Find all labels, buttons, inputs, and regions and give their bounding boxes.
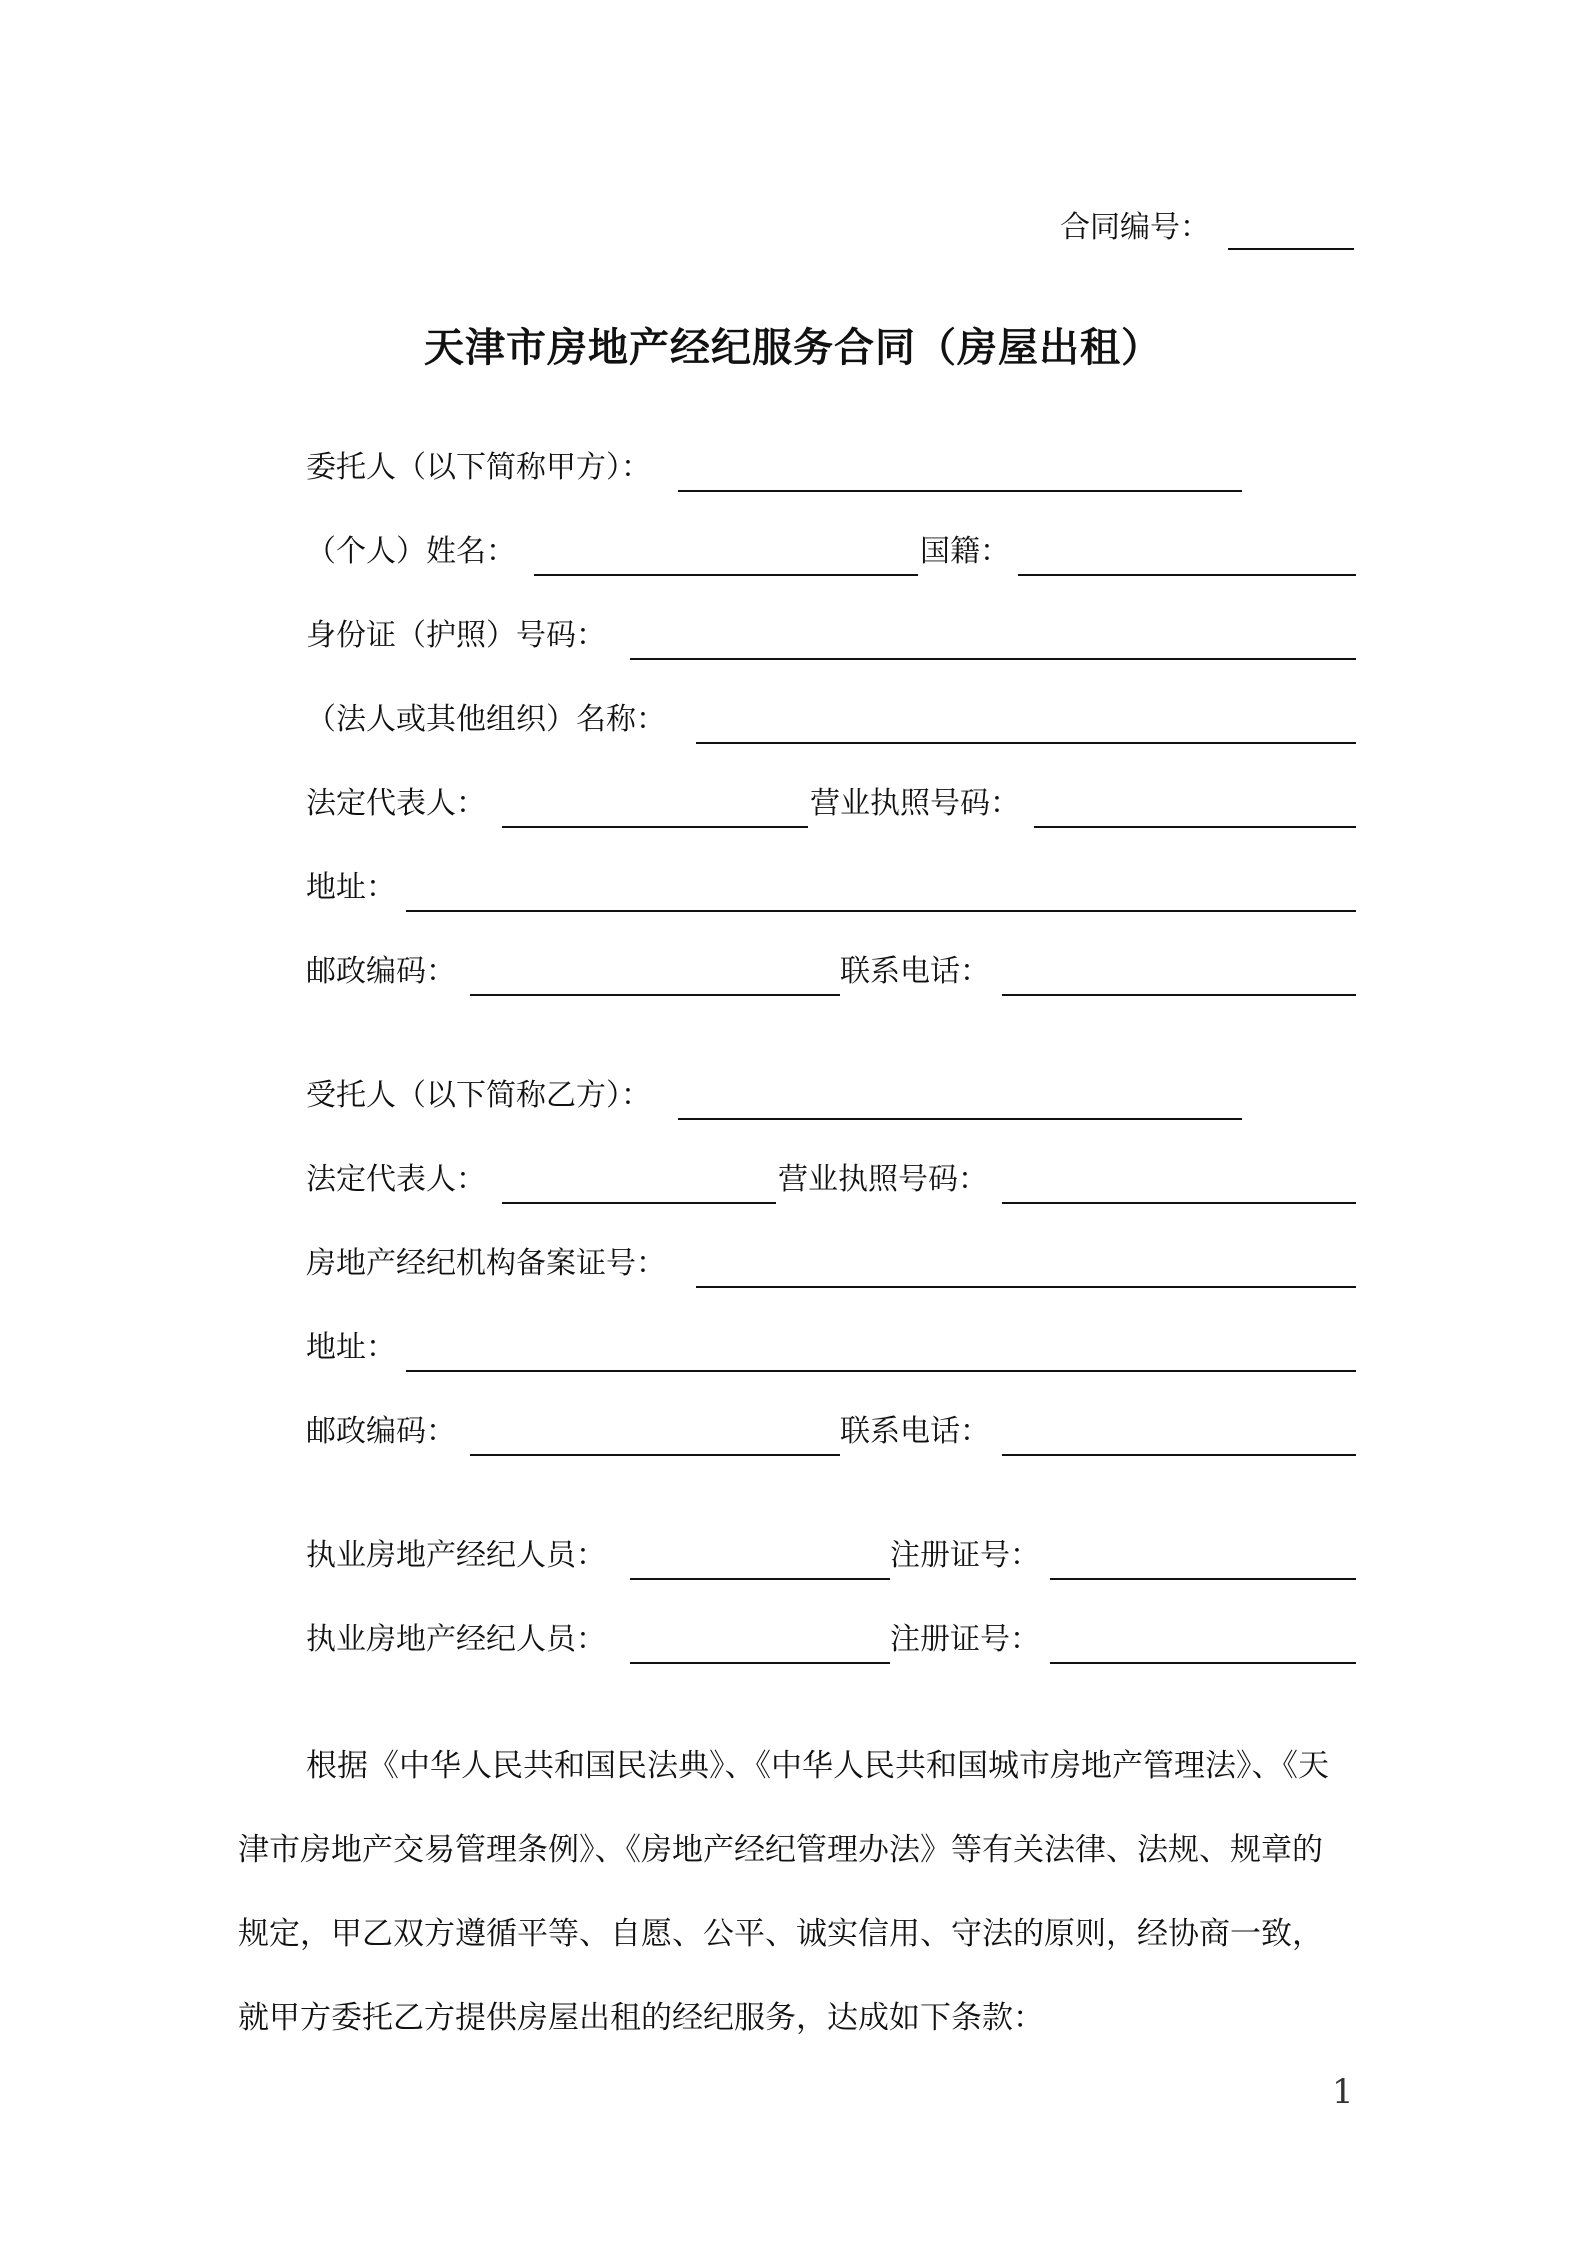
party-a-postcode-label: 邮政编码： bbox=[306, 954, 456, 989]
party-b-filing-label: 房地产经纪机构备案证号： bbox=[306, 1246, 666, 1281]
party-a-org-field[interactable] bbox=[696, 742, 1356, 744]
party-b-phone-label: 联系电话： bbox=[840, 1414, 990, 1449]
preamble-line: 规定，甲乙双方遵循平等、自愿、公平、诚实信用、守法的原则，经协商一致， bbox=[238, 1916, 1323, 1952]
party-b-heading: 受托人（以下简称乙方）： bbox=[306, 1078, 651, 1113]
agent-label: 执业房地产经纪人员： bbox=[306, 1622, 606, 1657]
party-b-legal-rep-field[interactable] bbox=[502, 1202, 776, 1204]
preamble-line: 根据《中华人民共和国民法典》、《中华人民共和国城市房地产管理法》、《天 bbox=[306, 1748, 1329, 1784]
registration-field[interactable] bbox=[1050, 1662, 1356, 1664]
party-a-name-label: （个人）姓名： bbox=[306, 534, 516, 569]
registration-label: 注册证号： bbox=[890, 1622, 1040, 1657]
preamble-line: 津市房地产交易管理条例》、《房地产经纪管理办法》等有关法律、法规、规章的 bbox=[238, 1832, 1323, 1868]
party-b-address-field[interactable] bbox=[406, 1370, 1356, 1372]
party-a-license-label: 营业执照号码： bbox=[810, 786, 1020, 821]
contract-number-field[interactable] bbox=[1228, 248, 1354, 250]
agent-field[interactable] bbox=[630, 1662, 890, 1664]
party-a-id-label: 身份证（护照）号码： bbox=[306, 618, 606, 653]
party-a-id-field[interactable] bbox=[630, 658, 1356, 660]
party-b-postcode-field[interactable] bbox=[470, 1454, 840, 1456]
party-a-address-label: 地址： bbox=[306, 870, 396, 905]
party-a-nationality-field[interactable] bbox=[1018, 574, 1356, 576]
preamble-line: 就甲方委托乙方提供房屋出租的经纪服务，达成如下条款： bbox=[238, 2000, 1044, 2036]
party-a-postcode-field[interactable] bbox=[470, 994, 840, 996]
party-a-heading: 委托人（以下简称甲方）： bbox=[306, 450, 651, 485]
party-a-phone-label: 联系电话： bbox=[840, 954, 990, 989]
party-b-filing-field[interactable] bbox=[696, 1286, 1356, 1288]
party-a-nationality-label: 国籍： bbox=[920, 534, 1010, 569]
party-b-address-label: 地址： bbox=[306, 1330, 396, 1365]
registration-label: 注册证号： bbox=[890, 1538, 1040, 1573]
page-number: 1 bbox=[1332, 2072, 1354, 2112]
party-b-phone-field[interactable] bbox=[1002, 1454, 1356, 1456]
party-a-address-field[interactable] bbox=[406, 910, 1356, 912]
agent-field[interactable] bbox=[630, 1578, 890, 1580]
party-b-license-field[interactable] bbox=[1002, 1202, 1356, 1204]
party-b-postcode-label: 邮政编码： bbox=[306, 1414, 456, 1449]
registration-field[interactable] bbox=[1050, 1578, 1356, 1580]
contract-number-label: 合同编号： bbox=[1060, 210, 1210, 245]
party-a-phone-field[interactable] bbox=[1002, 994, 1356, 996]
party-a-name-field[interactable] bbox=[534, 574, 918, 576]
party-a-legal-rep-field[interactable] bbox=[502, 826, 808, 828]
party-b-legal-rep-label: 法定代表人： bbox=[306, 1162, 486, 1197]
party-a-legal-rep-label: 法定代表人： bbox=[306, 786, 486, 821]
party-a-field[interactable] bbox=[678, 490, 1242, 492]
party-b-license-label: 营业执照号码： bbox=[778, 1162, 988, 1197]
party-a-org-label: （法人或其他组织）名称： bbox=[306, 702, 666, 737]
document-title: 天津市房地产经纪服务合同（房屋出租） bbox=[424, 325, 1162, 371]
party-b-field[interactable] bbox=[678, 1118, 1242, 1120]
party-a-license-field[interactable] bbox=[1034, 826, 1356, 828]
agent-label: 执业房地产经纪人员： bbox=[306, 1538, 606, 1573]
